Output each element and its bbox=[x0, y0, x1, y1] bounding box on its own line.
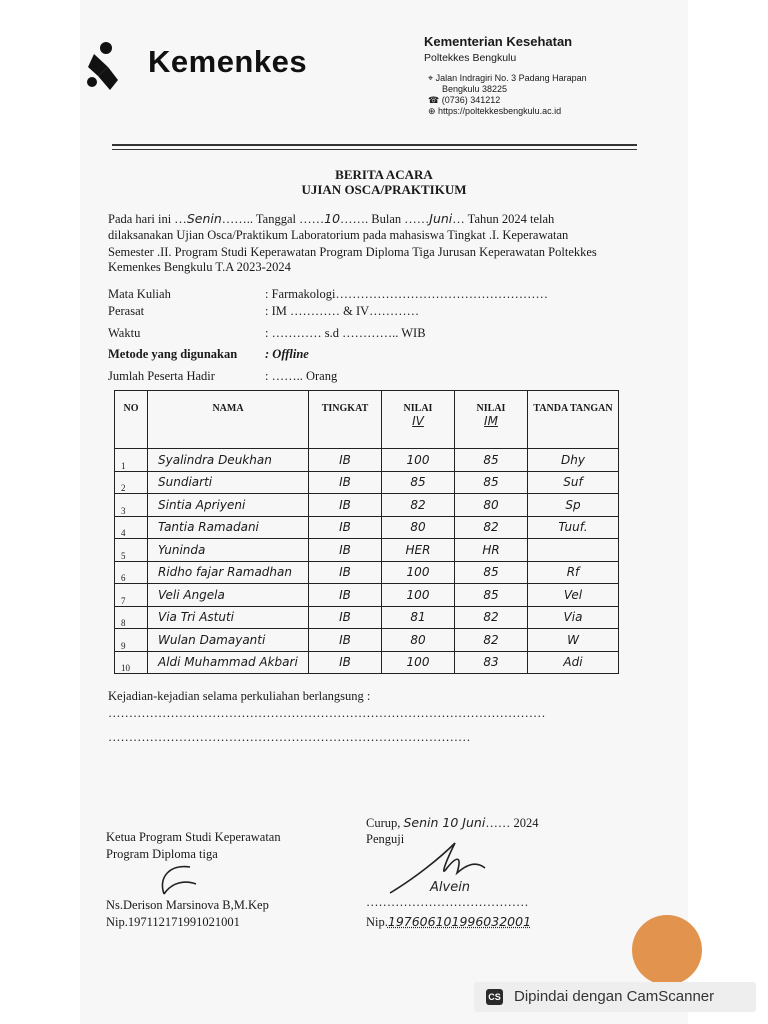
row-signature: Vel bbox=[528, 584, 619, 607]
row-no: 1 bbox=[115, 449, 148, 472]
attendance-table bbox=[114, 390, 619, 674]
location-pin-icon: ⌖ bbox=[428, 73, 436, 83]
camscanner-icon: CS bbox=[486, 989, 503, 1005]
row-nama: Sundiarti bbox=[148, 471, 309, 494]
place-label: Curup, bbox=[366, 816, 401, 830]
table-row bbox=[115, 629, 619, 652]
row-nilai-iv: 81 bbox=[382, 606, 455, 629]
row-nama: Syalindra Deukhan bbox=[148, 449, 309, 472]
row-nilai-iv: 80 bbox=[382, 629, 455, 652]
row-nilai-iv: 100 bbox=[382, 651, 455, 674]
sign-date-tail: …… 2024 bbox=[485, 816, 539, 830]
row-nilai-iv: 82 bbox=[382, 494, 455, 517]
table-row bbox=[115, 471, 619, 494]
row-nilai-iv: 85 bbox=[382, 471, 455, 494]
header-rule-thick bbox=[112, 144, 637, 146]
row-signature: Dhy bbox=[528, 449, 619, 472]
col-header-no: NO bbox=[115, 391, 148, 449]
day-handwritten: Senin bbox=[186, 211, 222, 226]
row-no: 4 bbox=[115, 516, 148, 539]
table-header-row bbox=[115, 391, 619, 449]
metode-value: : Offline bbox=[265, 347, 309, 361]
row-nilai-iv: 100 bbox=[382, 449, 455, 472]
row-no: 10 bbox=[115, 651, 148, 674]
address-line-1: Jalan Indragiri No. 3 Padang Harapan bbox=[435, 73, 587, 83]
waktu-value: : ………… s.d ………….. WIB bbox=[265, 326, 426, 340]
examiner-dots: ………………………………… bbox=[366, 895, 529, 909]
row-nilai-im: 85 bbox=[455, 471, 528, 494]
date-handwritten: 10 bbox=[324, 211, 341, 226]
row-signature: W bbox=[528, 629, 619, 652]
examiner-name-handwritten: Alvein bbox=[430, 880, 471, 895]
row-no: 3 bbox=[115, 494, 148, 517]
row-no: 9 bbox=[115, 629, 148, 652]
row-nama: Tantia Ramadani bbox=[148, 516, 309, 539]
row-no: 6 bbox=[115, 561, 148, 584]
table-row bbox=[115, 494, 619, 517]
nilai-iv-sub: IV bbox=[412, 414, 424, 428]
table-row bbox=[115, 584, 619, 607]
mata-kuliah-value: : Farmakologi…………………………………………… bbox=[265, 287, 548, 301]
row-nilai-iv: 100 bbox=[382, 561, 455, 584]
table-row bbox=[115, 561, 619, 584]
events-dots-2: …………………………………………………………………………… bbox=[108, 730, 471, 744]
nilai-im-label: NILAI bbox=[476, 403, 506, 414]
nilai-im-sub: IM bbox=[484, 414, 498, 428]
row-tingkat: IB bbox=[309, 539, 382, 562]
penguji-label: Penguji bbox=[366, 832, 405, 846]
row-tingkat: IB bbox=[309, 561, 382, 584]
row-nilai-im: 82 bbox=[455, 606, 528, 629]
row-nilai-im: 82 bbox=[455, 516, 528, 539]
doc-title-line2: UJIAN OSCA/PRAKTIKUM bbox=[301, 182, 467, 197]
row-signature: Adi bbox=[528, 651, 619, 674]
col-header-tingkat: TINGKAT bbox=[309, 391, 382, 449]
perasat-label: Perasat bbox=[108, 304, 145, 318]
row-tingkat: IB bbox=[309, 606, 382, 629]
col-header-ttd: TANDA TANGAN bbox=[528, 391, 619, 449]
camscanner-text: Dipindai dengan CamScanner bbox=[514, 988, 715, 1005]
doc-title-line1: BERITA ACARA bbox=[335, 167, 433, 182]
row-no: 2 bbox=[115, 471, 148, 494]
left-signer-name: Ns.Derison Marsinova B,M.Kep bbox=[106, 898, 269, 912]
row-nilai-iv: 100 bbox=[382, 584, 455, 607]
row-signature: Rf bbox=[528, 561, 619, 584]
row-nilai-im: 83 bbox=[455, 651, 528, 674]
row-signature: Sp bbox=[528, 494, 619, 517]
row-nama: Aldi Muhammad Akbari bbox=[148, 651, 309, 674]
perasat-value: : IM ………… & IV………… bbox=[265, 304, 420, 318]
row-nilai-im: 82 bbox=[455, 629, 528, 652]
left-signature-stroke bbox=[150, 862, 200, 902]
examiner-nip-line bbox=[366, 914, 531, 930]
row-nilai-iv: 80 bbox=[382, 516, 455, 539]
row-nilai-im: HR bbox=[455, 539, 528, 562]
intro-text-c: ……. Bulan …… bbox=[340, 212, 430, 226]
row-tingkat: IB bbox=[309, 629, 382, 652]
month-handwritten: Juni bbox=[429, 211, 453, 226]
row-tingkat: IB bbox=[309, 449, 382, 472]
row-nilai-im: 85 bbox=[455, 561, 528, 584]
row-no: 8 bbox=[115, 606, 148, 629]
globe-icon: ⊕ bbox=[428, 106, 439, 116]
row-signature: Suf bbox=[528, 471, 619, 494]
intro-text-b: …….. Tanggal …… bbox=[221, 212, 325, 226]
metode-label: Metode yang digunakan bbox=[108, 347, 238, 361]
ministry-name: Kementerian Kesehatan bbox=[424, 34, 573, 49]
logo-wordmark: Kemenkes bbox=[148, 44, 308, 79]
left-role-2: Program Diploma tiga bbox=[106, 847, 218, 861]
intro-line-2: dilaksanakan Ujian Osca/Praktikum Laboratorium pada mahasiswa Tingkat .I. Keperawatan bbox=[108, 228, 569, 242]
row-nilai-im: 80 bbox=[455, 494, 528, 517]
address-block bbox=[428, 73, 587, 117]
mata-kuliah-label: Mata Kuliah bbox=[108, 287, 171, 301]
col-header-nilai-iv bbox=[382, 391, 455, 449]
jumlah-label: Jumlah Peserta Hadir bbox=[108, 369, 215, 383]
attendance-body bbox=[115, 449, 619, 674]
row-nama: Sintia Apriyeni bbox=[148, 494, 309, 517]
row-tingkat: IB bbox=[309, 494, 382, 517]
intro-text-a: Pada hari ini … bbox=[108, 212, 187, 226]
website-url: https://poltekkesbengkulu.ac.id bbox=[438, 106, 562, 116]
intro-line-1 bbox=[108, 210, 644, 228]
row-signature: Via bbox=[528, 606, 619, 629]
left-signer-nip: Nip.197112171991021001 bbox=[106, 915, 240, 929]
row-tingkat: IB bbox=[309, 471, 382, 494]
row-nama: Veli Angela bbox=[148, 584, 309, 607]
left-role-1: Ketua Program Studi Keperawatan bbox=[106, 830, 281, 844]
right-date-line bbox=[366, 815, 538, 831]
finger-thumb-artifact bbox=[632, 915, 702, 985]
table-row bbox=[115, 449, 619, 472]
phone-number: (0736) 341212 bbox=[441, 95, 501, 105]
row-nama: Via Tri Astuti bbox=[148, 606, 309, 629]
table-row bbox=[115, 539, 619, 562]
row-nilai-iv: HER bbox=[382, 539, 455, 562]
row-tingkat: IB bbox=[309, 516, 382, 539]
address-line-2: Bengkulu 38225 bbox=[442, 84, 508, 94]
phone-icon: ☎ bbox=[428, 95, 442, 105]
row-nama: Wulan Damayanti bbox=[148, 629, 309, 652]
waktu-label: Waktu bbox=[108, 326, 141, 340]
row-no: 7 bbox=[115, 584, 148, 607]
col-header-nama: NAMA bbox=[148, 391, 309, 449]
row-tingkat: IB bbox=[309, 584, 382, 607]
institution-name: Poltekkes Bengkulu bbox=[424, 52, 517, 64]
table-row bbox=[115, 606, 619, 629]
row-signature: Tuuf. bbox=[528, 516, 619, 539]
row-nilai-im: 85 bbox=[455, 449, 528, 472]
table-row bbox=[115, 651, 619, 674]
table-row bbox=[115, 516, 619, 539]
camscanner-badge bbox=[474, 982, 756, 1012]
row-signature bbox=[528, 539, 619, 562]
header-rule-thin bbox=[112, 149, 637, 150]
jumlah-value: : …….. Orang bbox=[265, 369, 338, 383]
nip-handwritten: 197606101996032001 bbox=[387, 914, 532, 929]
row-tingkat: IB bbox=[309, 651, 382, 674]
row-nama: Ridho fajar Ramadhan bbox=[148, 561, 309, 584]
nilai-iv-label: NILAI bbox=[403, 403, 433, 414]
intro-line-3: Semester .II. Program Studi Keperawatan Program Diploma Tiga Jurusan Keperawatan Poltekkes bbox=[108, 245, 597, 259]
intro-text-d: … Tahun 2024 telah bbox=[452, 212, 555, 226]
events-dots-1: …………………………………………………………………………………………… bbox=[108, 706, 546, 720]
row-no: 5 bbox=[115, 539, 148, 562]
row-nilai-im: 85 bbox=[455, 584, 528, 607]
col-header-nilai-im bbox=[455, 391, 528, 449]
kemenkes-logo-icon bbox=[84, 40, 126, 94]
events-label: Kejadian-kejadian selama perkuliahan berlangsung : bbox=[108, 689, 371, 703]
row-nama: Yuninda bbox=[148, 539, 309, 562]
sign-date-handwritten: Senin 10 Juni bbox=[403, 815, 486, 830]
intro-line-4: Kemenkes Bengkulu T.A 2023-2024 bbox=[108, 260, 291, 274]
nip-label: Nip. bbox=[366, 915, 388, 929]
